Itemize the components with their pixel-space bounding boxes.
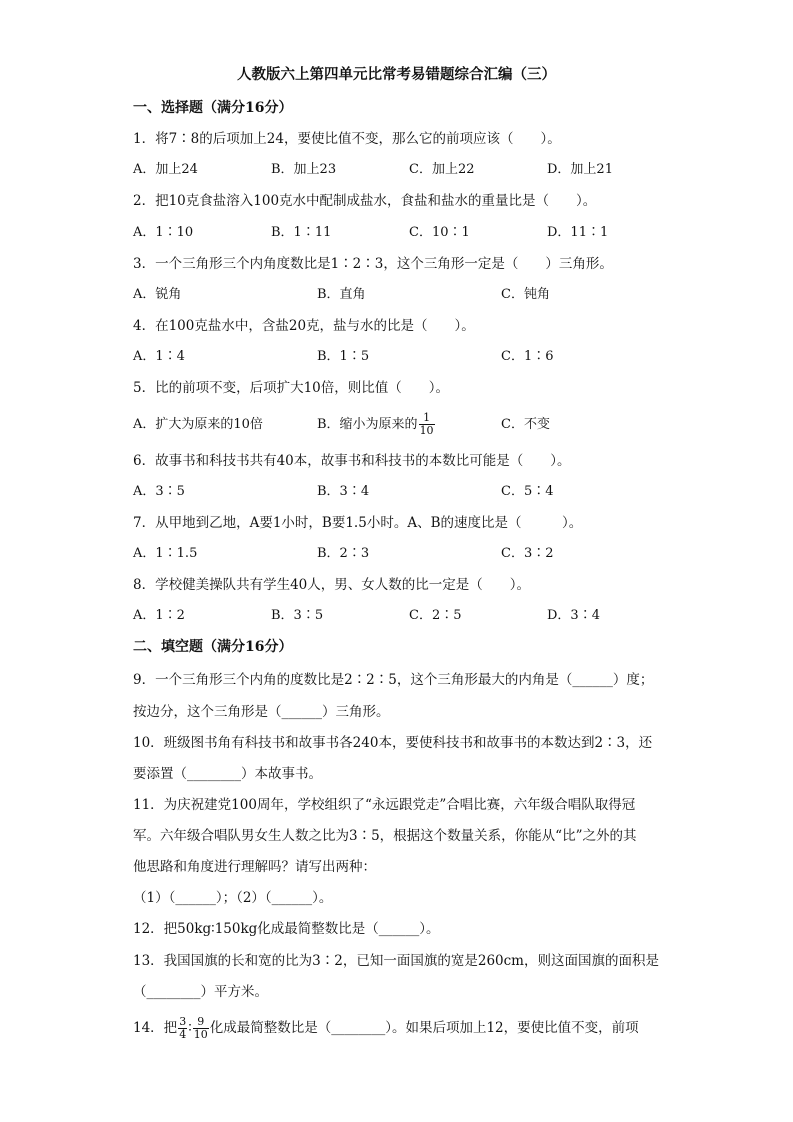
question-13-line-2: （________）平方米。 — [133, 984, 268, 1000]
question-11-line-2: 军。六年级合唱队男女生人数之比为3∶5，根据这个数量关系，你能从“比”之外的其 — [133, 828, 637, 844]
question-7-text: 7．从甲地到乙地，A要1小时，B要1.5小时。A、B的速度比是（ ）。 — [133, 515, 583, 531]
question-11-line-4: （1）（______）；（2）（______）。 — [133, 890, 333, 906]
q14-suffix: 化成最简整数比是（________）。如果后项加上12，要使比值不变，前项 — [209, 1020, 639, 1036]
question-10-line-1: 10．班级图书角有科技书和故事书各240本，要使科技书和故事书的本数达到2∶3，还 — [133, 735, 653, 751]
question-8-text: 8．学校健美操队共有学生40人，男、女人数的比一定是（ ）。 — [133, 577, 531, 593]
q7-option-b: B．2∶3 — [317, 546, 370, 561]
question-6-text: 6．故事书和科技书共有40本，故事书和科技书的本数比可能是（ ）。 — [133, 453, 571, 469]
ratio-colon: ∶ — [188, 1020, 192, 1036]
q4-option-a: A．1∶4 — [133, 349, 185, 364]
fraction-one-tenth — [419, 412, 435, 437]
question-10-line-2: 要添置（________）本故事书。 — [133, 766, 322, 782]
question-5-text: 5．比的前项不变，后项扩大10倍，则比值（ ）。 — [133, 380, 450, 396]
fraction-numerator: 1 — [423, 411, 431, 424]
section-heading-choice: 一、选择题（满分16分） — [133, 100, 293, 116]
q4-option-c: C．1∶6 — [501, 349, 554, 364]
q8-option-a: A．1∶2 — [133, 608, 185, 623]
q6-option-c: C．5∶4 — [501, 484, 554, 499]
q7-option-a: A．1∶1.5 — [133, 546, 198, 561]
q1-option-a: A．加上24 — [133, 162, 198, 177]
question-11-line-3: 他思路和角度进行理解吗？请写出两种： — [133, 859, 376, 875]
question-2-text: 2．把10克食盐溶入100克水中配制成盐水，食盐和盐水的重量比是（ ）。 — [133, 193, 597, 209]
q2-option-c: C．10∶1 — [409, 225, 470, 240]
q3-option-a: A．锐角 — [133, 287, 182, 302]
q6-option-a: A．3∶5 — [133, 484, 185, 499]
q2-option-a: A．1∶10 — [133, 225, 194, 240]
page-title: 人教版六上第四单元比常考易错题综合汇编（三） — [237, 66, 556, 83]
question-14-text — [133, 1010, 639, 1046]
fraction-numerator: 3 — [179, 1015, 187, 1028]
question-11-line-1: 11．为庆祝建党100周年，学校组织了“永远跟党走”合唱比赛，六年级合唱队取得冠 — [133, 797, 636, 813]
fraction-denominator: 4 — [179, 1028, 187, 1041]
q2-option-b: B．1∶11 — [271, 225, 332, 240]
q5-option-c: C．不变 — [501, 417, 550, 432]
q5-option-a: A．扩大为原来的10倍 — [133, 417, 263, 432]
q2-option-d: D．11∶1 — [547, 225, 609, 240]
fraction-nine-tenths — [193, 1016, 209, 1041]
q5-option-b — [317, 406, 436, 444]
question-12-text: 12．把50kg∶150kg化成最简整数比是（______）。 — [133, 921, 440, 937]
question-3-text: 3．一个三角形三个内角度数比是1∶2∶3，这个三角形一定是（ ）三角形。 — [133, 256, 613, 272]
q1-option-b: B．加上23 — [271, 162, 337, 177]
q4-option-b: B．1∶5 — [317, 349, 370, 364]
fraction-denominator: 10 — [193, 1028, 208, 1041]
q1-option-d: D．加上21 — [547, 162, 613, 177]
q3-option-c: C．钝角 — [501, 287, 550, 302]
q8-option-c: C．2∶5 — [409, 608, 462, 623]
q5-option-b-label: B．缩小为原来的 — [317, 417, 418, 432]
q8-option-b: B．3∶5 — [271, 608, 324, 623]
question-1-text: 1．将7∶8的后项加上24，要使比值不变，那么它的前项应该（ ）。 — [133, 131, 561, 147]
question-9-line-1: 9．一个三角形三个内角的度数比是2∶2∶5，这个三角形最大的内角是（______）度； — [133, 672, 654, 688]
q8-option-d: D．3∶4 — [547, 608, 600, 623]
question-4-text: 4．在100克盐水中，含盐20克，盐与水的比是（ ）。 — [133, 318, 475, 334]
q3-option-b: B．直角 — [317, 287, 366, 302]
q1-option-c: C．加上22 — [409, 162, 475, 177]
fraction-three-quarters — [178, 1016, 187, 1041]
q14-prefix: 14．把 — [133, 1020, 178, 1036]
section-heading-fill: 二、填空题（满分16分） — [133, 639, 293, 655]
q6-option-b: B．3∶4 — [317, 484, 370, 499]
fraction-numerator: 9 — [197, 1015, 205, 1028]
fraction-denominator: 10 — [419, 424, 434, 437]
question-9-line-2: 按边分，这个三角形是（______）三角形。 — [133, 704, 390, 720]
q7-option-c: C．3∶2 — [501, 546, 554, 561]
question-13-line-1: 13．我国国旗的长和宽的比为3∶2，已知一面国旗的宽是260cm，则这面国旗的面积是 — [133, 953, 659, 969]
